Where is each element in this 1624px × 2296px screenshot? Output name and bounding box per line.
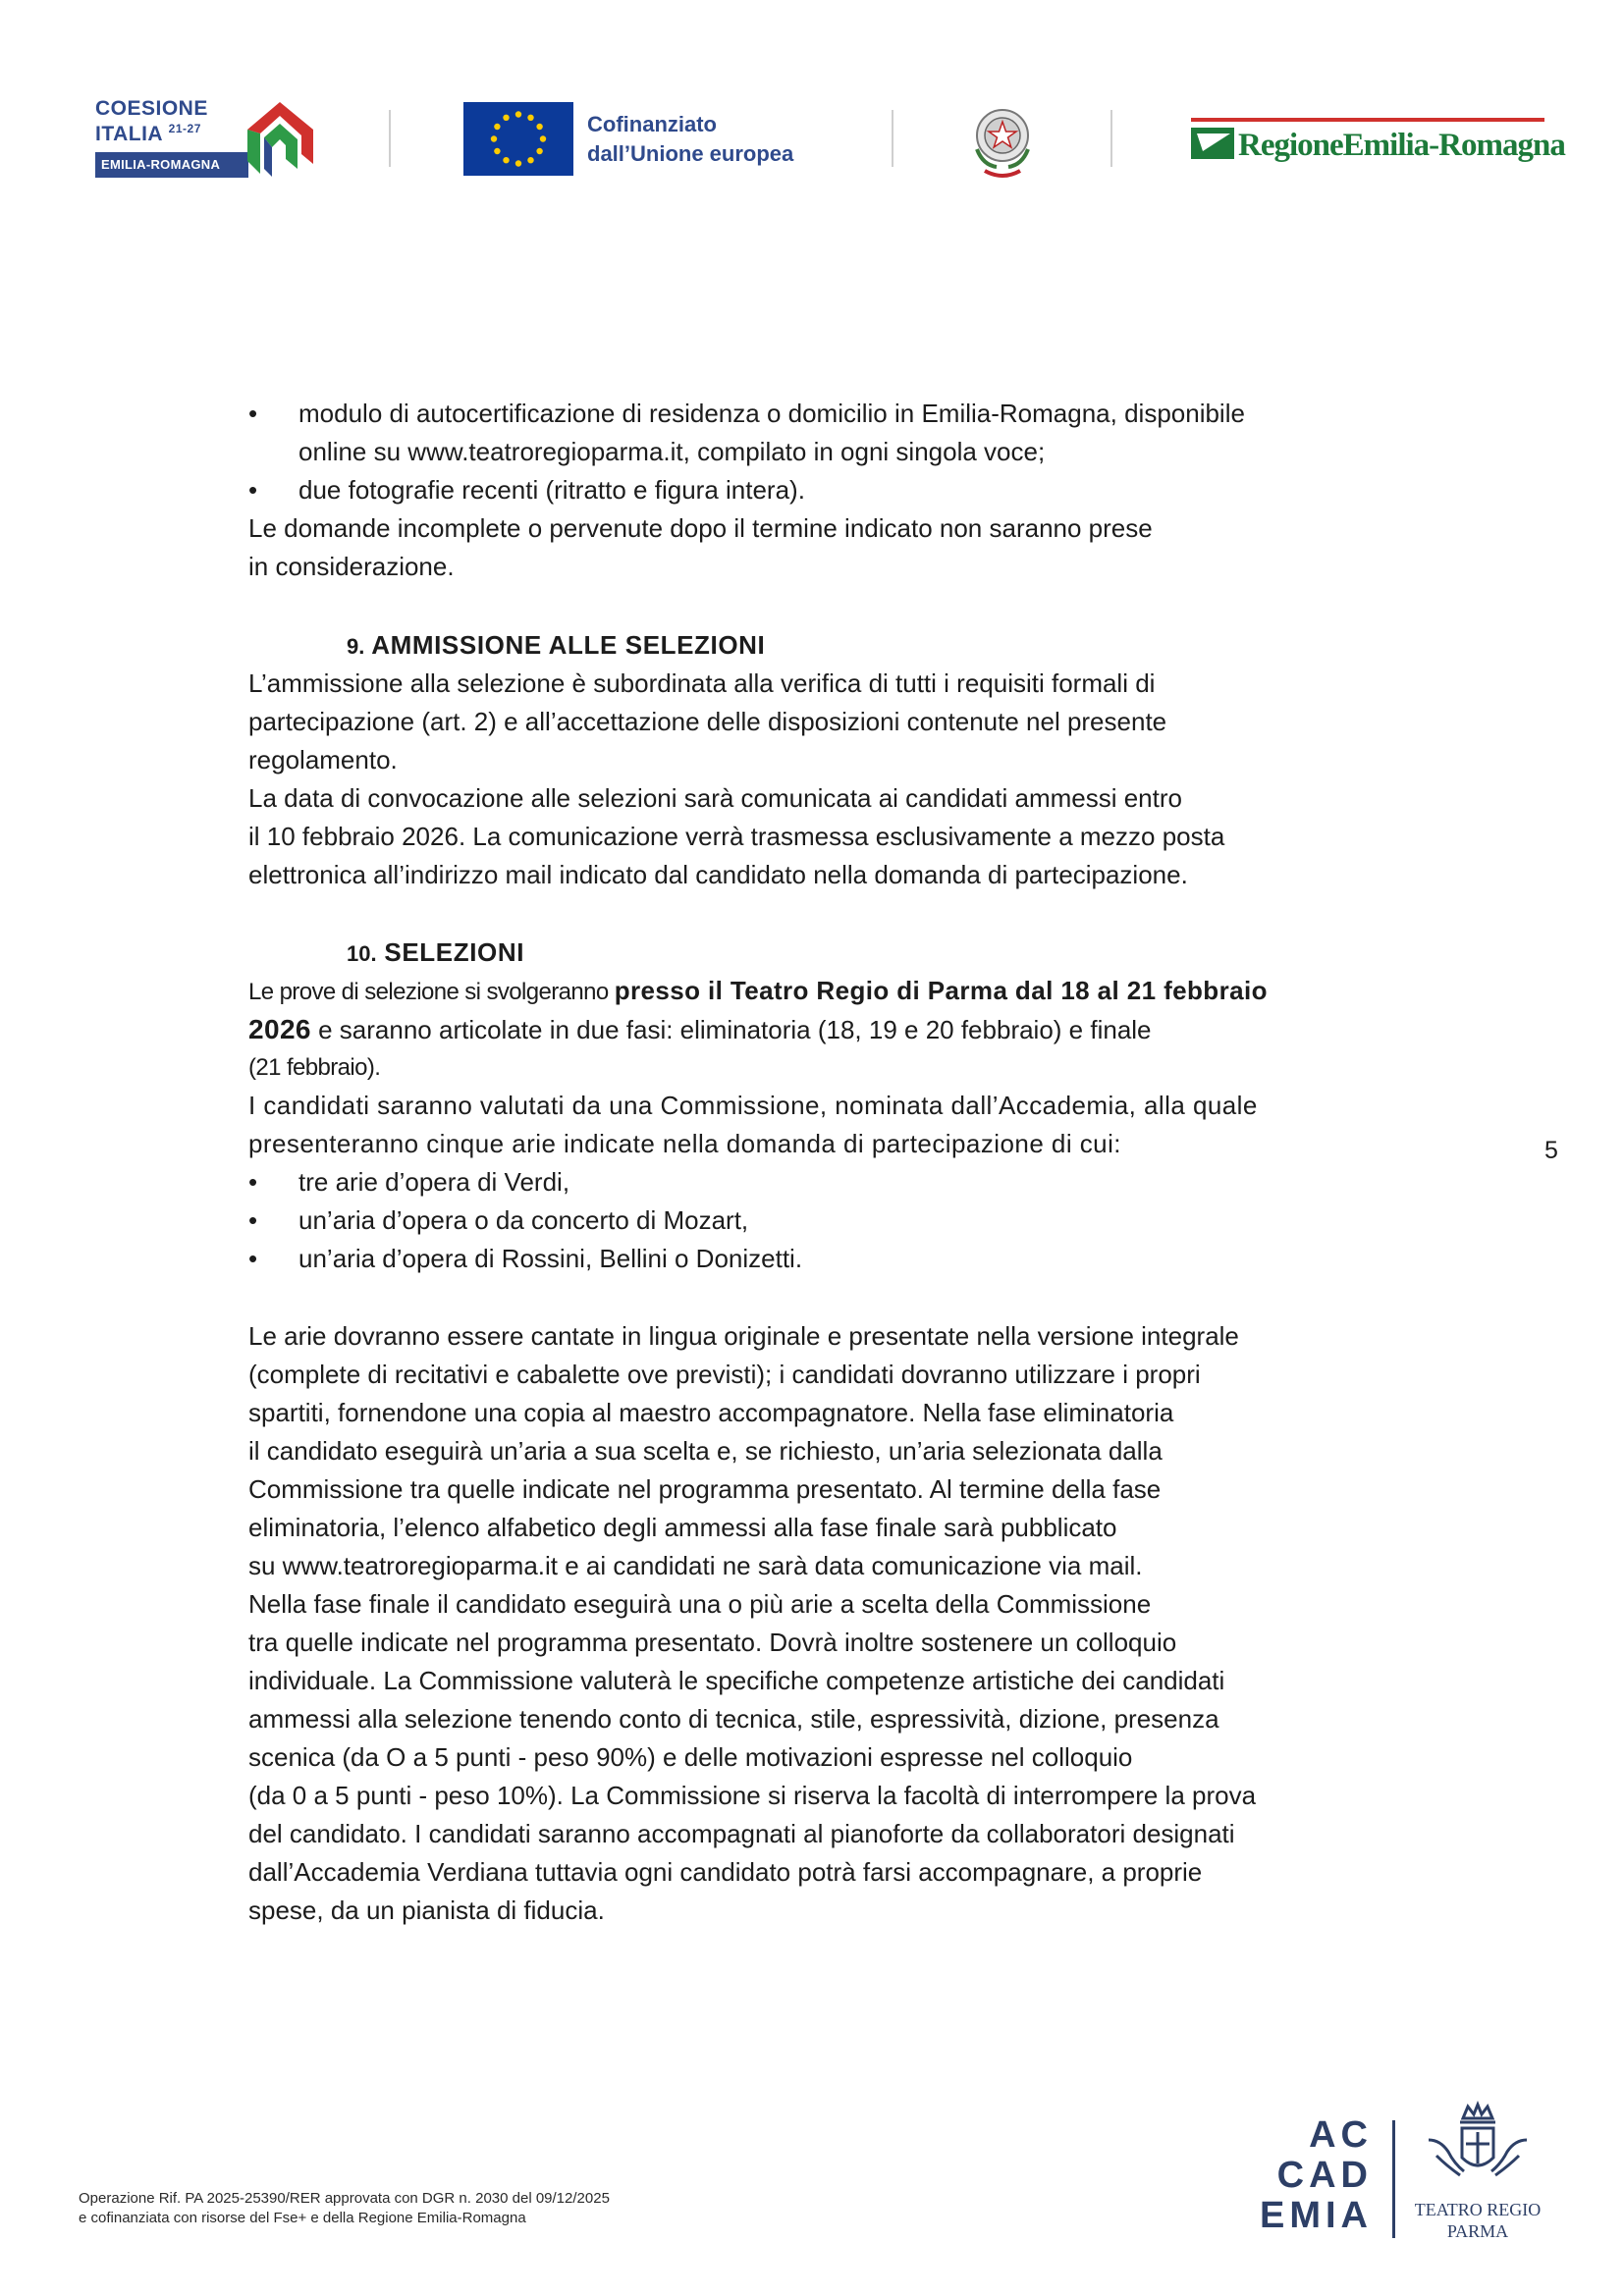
- selezioni-intro-line: [248, 972, 1268, 1011]
- paragraph-line: regolamento.: [248, 745, 398, 774]
- regione-name: RegioneEmilia-Romagna: [1238, 128, 1565, 163]
- accademia-line: AC: [1309, 2114, 1373, 2156]
- paragraph-line: eliminatoria, l’elenco alfabetico degli ammessi alla fase finale sarà pubblicato: [248, 1513, 1117, 1542]
- eu-line2: dall’Unione europea: [587, 141, 794, 166]
- coesione-line1: COESIONE: [95, 97, 208, 120]
- coesione-band: EMILIA-ROMAGNA: [95, 152, 248, 178]
- paragraph-line: del candidato. I candidati saranno accompagnati al pianoforte da collaboratori designati: [248, 1819, 1235, 1848]
- selezioni-intro-line: [248, 1010, 1152, 1049]
- eu-flag-icon: [463, 102, 573, 176]
- paragraph-line: spartiti, fornendone una copia al maestro accompagnatore. Nella fase eliminatoria: [248, 1398, 1174, 1427]
- bullet-text: modulo di autocertificazione di residenza o domicilio in Emilia-Romagna, disponibile: [298, 399, 1245, 428]
- paragraph-line: presenteranno cinque arie indicate nella domanda di partecipazione di cui:: [248, 1129, 1121, 1158]
- section-9-heading: [347, 626, 765, 666]
- paragraph-line: Nella fase finale il candidato eseguirà una o più arie a scelta della Commissione: [248, 1589, 1152, 1619]
- intro-bold: presso il Teatro Regio di Parma dal 18 al 21 febbraio: [614, 976, 1268, 1005]
- bullet-icon: •: [248, 1244, 258, 1273]
- coesione-italia-logo: [95, 98, 321, 182]
- paragraph-line: I candidati saranno valutati da una Commissione, nominata dall’Accademia, alla quale: [248, 1091, 1258, 1120]
- footnote-line: e cofinanziata con risorse del Fse+ e della Regione Emilia-Romagna: [79, 2210, 526, 2226]
- paragraph-line: tra quelle indicate nel programma presentato. Dovrà inoltre sostenere un colloquio: [248, 1628, 1177, 1657]
- paragraph-line: dall’Accademia Verdiana tuttavia ogni candidato potrà farsi accompagnare, a proprie: [248, 1857, 1203, 1887]
- eu-line1: Cofinanziato: [587, 112, 717, 136]
- header-separator: [892, 110, 893, 167]
- paragraph-line: (21 febbraio).: [248, 1054, 381, 1081]
- teatro-regio-logo: [1409, 2101, 1546, 2243]
- accademia-line: EMIA: [1260, 2195, 1373, 2236]
- paragraph-line: La data di convocazione alle selezioni sarà comunicata ai candidati ammessi entro: [248, 783, 1182, 813]
- paragraph-line: su www.teatroregioparma.it e ai candidati ne sarà data comunicazione via mail.: [248, 1551, 1143, 1580]
- eu-cofinanziato-text: [587, 110, 793, 169]
- coesione-line2: ITALIA $^{21-27}$: [95, 122, 201, 145]
- italian-republic-emblem-icon: [967, 102, 1038, 181]
- teatro-crest-icon: [1409, 2101, 1546, 2199]
- paragraph-line: Le domande incomplete o pervenute dopo il termine indicato non saranno prese: [248, 513, 1153, 543]
- footnote-line: Operazione Rif. PA 2025-25390/RER approvata con DGR n. 2030 del 09/12/2025: [79, 2190, 610, 2207]
- paragraph-line: ammessi alla selezione tenendo conto di tecnica, stile, espressività, dizione, presenza: [248, 1704, 1219, 1734]
- section-10-title: SELEZIONI: [384, 937, 525, 967]
- teatro-line: PARMA: [1446, 2221, 1509, 2241]
- footer-logo-separator: [1392, 2120, 1395, 2238]
- bullet-text: online su www.teatroregioparma.it, compilato in ogni singola voce;: [298, 437, 1046, 466]
- regione-emilia-romagna-logo: [1191, 118, 1565, 169]
- coesione-years: 21-27: [168, 122, 201, 135]
- intro-prefix: Le prove di selezione si svolgeranno: [248, 979, 615, 1005]
- bullet-icon: •: [248, 1205, 258, 1235]
- paragraph-line: L’ammissione alla selezione è subordinata alla verifica di tutti i requisiti formali di: [248, 668, 1156, 698]
- section-9-title: AMMISSIONE ALLE SELEZIONI: [371, 630, 766, 660]
- intro-year: 2026: [248, 1014, 311, 1044]
- intro-rest: e saranno articolate in due fasi: eliminatoria (18, 19 e 20 febbraio) e finale: [310, 1015, 1152, 1044]
- page-number: 5: [1544, 1137, 1558, 1164]
- bullet-icon: •: [248, 399, 258, 428]
- accademia-logo: [1245, 2115, 1373, 2236]
- paragraph-line: Commissione tra quelle indicate nel programma presentato. Al termine della fase: [248, 1474, 1162, 1504]
- paragraph-line: spese, da un pianista di fiducia.: [248, 1896, 605, 1925]
- teatro-line: TEATRO REGIO: [1414, 2200, 1542, 2219]
- section-10-heading: [347, 934, 524, 973]
- paragraph-line: (complete di recitativi e cabalette ove previsti); i candidati dovranno utilizzare i propri: [248, 1360, 1201, 1389]
- teatro-name: [1409, 2199, 1546, 2242]
- header-separator: [389, 110, 391, 167]
- paragraph-line: il candidato eseguirà un’aria a sua scelta e, se richiesto, un’aria selezionata dalla: [248, 1436, 1163, 1466]
- bullet-icon: •: [248, 475, 258, 505]
- paragraph-line: Le arie dovranno essere cantate in lingua originale e presentate nella versione integrale: [248, 1321, 1239, 1351]
- bullet-text: due fotografie recenti (ritratto e figura intera).: [298, 475, 805, 505]
- aria-item: tre arie d’opera di Verdi,: [298, 1167, 570, 1197]
- paragraph-line: partecipazione (art. 2) e all’accettazione delle disposizioni contenute nel presente: [248, 707, 1167, 736]
- paragraph-line: in considerazione.: [248, 552, 455, 581]
- paragraph-line: (da 0 a 5 punti - peso 10%). La Commissione si riserva la facoltà di interrompere la prova: [248, 1781, 1257, 1810]
- coesione-mark-icon: [243, 100, 316, 179]
- bullet-icon: •: [248, 1167, 258, 1197]
- aria-item: un’aria d’opera o da concerto di Mozart,: [298, 1205, 749, 1235]
- header-separator: [1110, 110, 1112, 167]
- paragraph-line: scenica (da O a 5 punti - peso 90%) e delle motivazioni espresse nel colloquio: [248, 1742, 1133, 1772]
- accademia-line: CAD: [1276, 2155, 1373, 2196]
- paragraph-line: individuale. La Commissione valuterà le specifiche competenze artistiche dei candidati: [248, 1666, 1225, 1695]
- eu-stars-icon: [463, 102, 573, 176]
- section-10-number: 10.: [347, 941, 377, 966]
- paragraph-line: elettronica all’indirizzo mail indicato dal candidato nella domanda di partecipazione.: [248, 860, 1188, 889]
- paragraph-line: il 10 febbraio 2026. La comunicazione verrà trasmessa esclusivamente a mezzo posta: [248, 822, 1225, 851]
- section-9-number: 9.: [347, 634, 365, 659]
- aria-item: un’aria d’opera di Rossini, Bellini o Donizetti.: [298, 1244, 803, 1273]
